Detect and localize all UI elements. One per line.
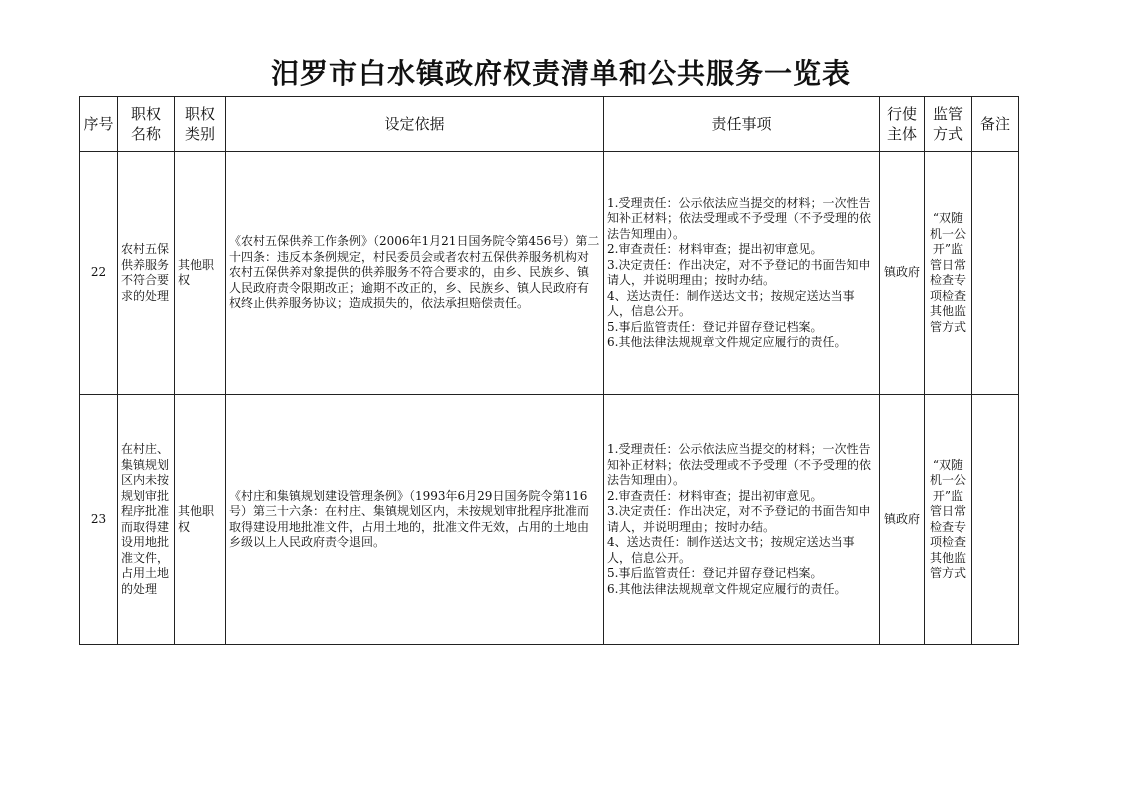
row-number: 22: [80, 152, 118, 395]
note-cell: [972, 395, 1019, 645]
header-resp: 责任事项: [604, 97, 880, 152]
row-number: 23: [80, 395, 118, 645]
responsibility-item: 3.决定责任：作出决定，对不予登记的书面告知申请人，并说明理由；按时办结。: [607, 504, 871, 534]
supervision-method: “双随机一公开”监管日常检查专项检查其他监管方式: [925, 395, 972, 645]
note-cell: [972, 152, 1019, 395]
responsibility-item: 2.审查责任：材料审查；提出初审意见。: [607, 488, 823, 503]
responsibility-item: 3.决定责任：作出决定，对不予登记的书面告知申请人，并说明理由；按时办结。: [607, 257, 871, 287]
header-type: 职权类别: [175, 97, 226, 152]
header-name: 职权名称: [118, 97, 175, 152]
responsibility-item: 5.事后监管责任：登记并留存登记档案。: [607, 319, 823, 334]
header-row: [80, 97, 1019, 152]
legal-basis: 《农村五保供养工作条例》（2006年1月21日国务院令第456号）第二十四条：违反本条例规定，村民委员会或者农村五保供养服务机构对农村五保供养对象提供的供养服务不符合要求的，由乡、民族乡、镇人民政府责令限期改正；逾期不改正的，乡、民族乡、镇人民政府有权终止供养服务协议；造成损失的，依法承担赔偿责任。: [226, 152, 604, 395]
table-row: [80, 152, 1019, 395]
responsibility-item: 6.其他法律法规规章文件规定应履行的责任。: [607, 581, 847, 596]
responsibilities: [604, 395, 880, 645]
responsibility-item: 1.受理责任：公示依法应当提交的材料；一次性告知补正材料；依法受理或不予受理（不予受理的依法告知理由）。: [607, 195, 872, 241]
authority-name: 农村五保供养服务不符合要求的处理: [118, 152, 175, 395]
executing-body: 镇政府: [880, 395, 925, 645]
responsibilities: [604, 152, 880, 395]
header-sup: 监管方式: [925, 97, 972, 152]
responsibility-item: 4、送达责任：制作送达文书；按规定送达当事人，信息公开。: [607, 288, 855, 318]
responsibility-item: 4、送达责任：制作送达文书；按规定送达当事人，信息公开。: [607, 535, 855, 565]
executing-body: 镇政府: [880, 152, 925, 395]
supervision-method: “双随机一公开”监管日常检查专项检查其他监管方式: [925, 152, 972, 395]
document-title: 汨罗市白水镇政府权责清单和公共服务一览表: [270, 57, 851, 90]
legal-basis: 《村庄和集镇规划建设管理条例》（1993年6月29日国务院令第116号）第三十六条：在村庄、集镇规划区内，未按规划审批程序批准而取得建设用地批准文件，占用土地的，批准文件无效，占用的土地由乡级以上人民政府责令退回。: [226, 395, 604, 645]
responsibility-item: 6.其他法律法规规章文件规定应履行的责任。: [607, 335, 847, 349]
authority-table: [79, 96, 1019, 645]
authority-name: 在村庄、集镇规划区内未按规划审批程序批准而取得建设用地批准文件，占用土地的处理: [118, 395, 175, 645]
authority-type: 其他职权: [175, 395, 226, 645]
responsibility-item: 1.受理责任：公示依法应当提交的材料；一次性告知补正材料；依法受理或不予受理（不予受理的依法告知理由）。: [607, 442, 872, 487]
table-row: [80, 395, 1019, 645]
header-note: 备注: [972, 97, 1019, 152]
authority-type: 其他职权: [175, 152, 226, 395]
header-basis: 设定依据: [226, 97, 604, 152]
header-body: 行使主体: [880, 97, 925, 152]
header-no: 序号: [80, 97, 118, 152]
responsibility-item: 2.审查责任：材料审查；提出初审意见。: [607, 242, 823, 256]
responsibility-item: 5.事后监管责任：登记并留存登记档案。: [607, 566, 823, 580]
